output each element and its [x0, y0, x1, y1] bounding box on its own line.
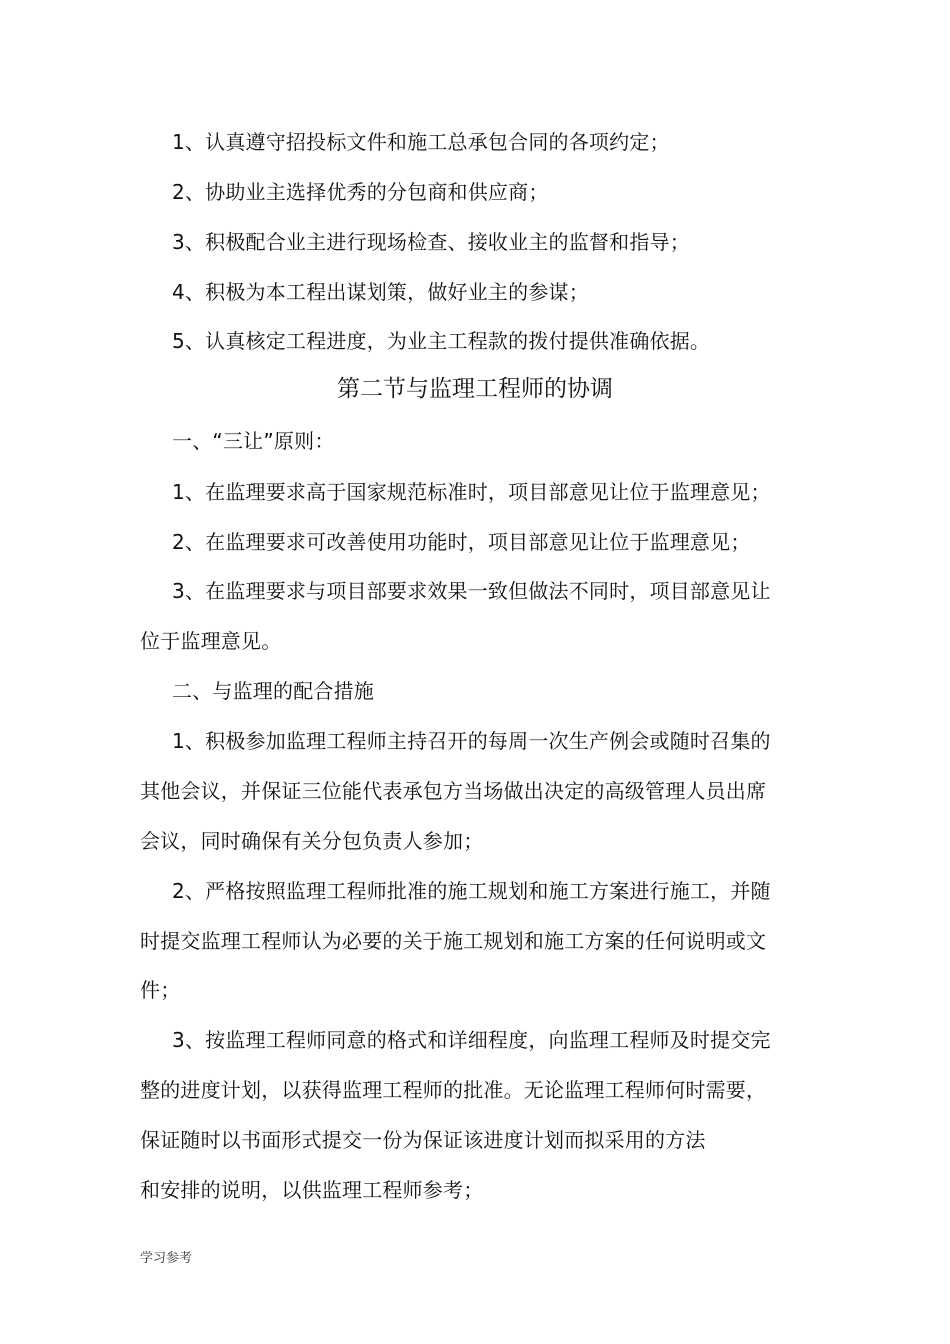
- section-title: 第二节与监理工程师的协调: [337, 376, 613, 402]
- paragraph-line: 1、积极参加监理工程师主持召开的每周一次生产例会或随时召集的: [172, 729, 771, 753]
- paragraph-line: 3、积极配合业主进行现场检查、接收业主的监督和指导；: [172, 230, 690, 254]
- paragraph-line: 会议，同时确保有关分包负责人参加；: [140, 829, 484, 853]
- paragraph-line: 其他会议，并保证三位能代表承包方当场做出决定的高级管理人员出席: [140, 779, 767, 803]
- paragraph-line: 5、认真核定工程进度，为业主工程款的拨付提供准确依据。: [172, 329, 711, 353]
- paragraph-line: 2、协助业主选择优秀的分包商和供应商；: [172, 180, 549, 204]
- paragraph-line: 保证随时以书面形式提交一份为保证该进度计划而拟采用的方法: [140, 1128, 706, 1152]
- section-heading: 二、与监理的配合措施: [172, 679, 374, 703]
- paragraph-line: 3、在监理要求与项目部要求效果一致但做法不同时，项目部意见让: [172, 579, 771, 603]
- paragraph-line: 和安排的说明，以供监理工程师参考；: [140, 1178, 484, 1202]
- paragraph-line: 2、严格按照监理工程师批准的施工规划和施工方案进行施工，并随: [172, 879, 771, 903]
- paragraph-line: 3、按监理工程师同意的格式和详细程度，向监理工程师及时提交完: [172, 1028, 771, 1052]
- paragraph-line: 时提交监理工程师认为必要的关于施工规划和施工方案的任何说明或文: [140, 929, 767, 953]
- section-heading: 一、“三让”原则：: [172, 429, 335, 453]
- paragraph-line: 件；: [140, 978, 181, 1002]
- paragraph-line: 2、在监理要求可改善使用功能时，项目部意见让位于监理意见；: [172, 530, 751, 554]
- paragraph-line: 1、在监理要求高于国家规范标准时，项目部意见让位于监理意见；: [172, 480, 771, 504]
- paragraph-line: 整的进度计划，以获得监理工程师的批准。无论监理工程师何时需要，: [140, 1078, 767, 1102]
- page-footer: 学习参考: [140, 1251, 193, 1266]
- paragraph-line: 1、认真遵守招投标文件和施工总承包合同的各项约定；: [172, 130, 670, 154]
- paragraph-line: 位于监理意见。: [140, 629, 282, 653]
- paragraph-line: 4、积极为本工程出谋划策，做好业主的参谋；: [172, 280, 589, 304]
